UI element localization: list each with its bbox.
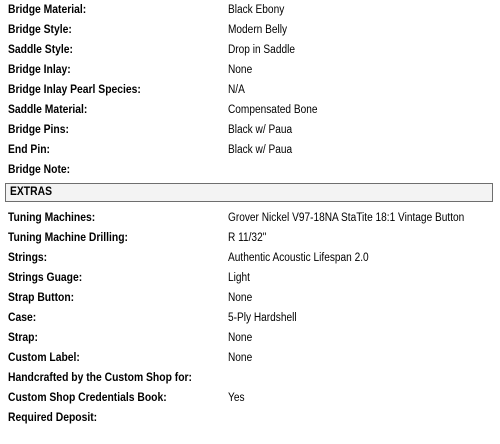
spec-row-strap-button xyxy=(0,288,500,308)
spec-value: None xyxy=(228,292,253,304)
spec-row-case xyxy=(0,308,500,328)
spec-value: Authentic Acoustic Lifespan 2.0 xyxy=(228,252,369,264)
spec-label: Bridge Material: xyxy=(8,4,87,16)
spec-row-tuning-machines xyxy=(0,208,500,228)
bridge-section xyxy=(0,0,500,180)
spec-row-handcrafted-for xyxy=(0,368,500,388)
spec-row-end-pin xyxy=(0,140,500,160)
spec-value: Black Ebony xyxy=(228,4,285,16)
spec-row-credentials-book xyxy=(0,388,500,408)
extras-section xyxy=(0,208,500,428)
spec-row-strings xyxy=(0,248,500,268)
spec-label: Case: xyxy=(8,312,37,324)
spec-row-required-deposit xyxy=(0,408,500,428)
spec-label: Handcrafted by the Custom Shop for: xyxy=(8,372,193,384)
spec-label: Saddle Material: xyxy=(8,104,88,116)
spec-row-bridge-pins xyxy=(0,120,500,140)
spec-value: Black w/ Paua xyxy=(228,144,293,156)
extras-section-header xyxy=(5,183,493,202)
spec-label: Bridge Note: xyxy=(8,164,71,176)
spec-value: Drop in Saddle xyxy=(228,44,295,56)
spec-value: None xyxy=(228,332,253,344)
spec-value: Yes xyxy=(228,392,245,404)
spec-value: None xyxy=(228,352,253,364)
spec-label: Bridge Inlay: xyxy=(8,64,71,76)
spec-value: 5-Ply Hardshell xyxy=(228,312,297,324)
spec-row-bridge-style xyxy=(0,20,500,40)
spec-row-bridge-note xyxy=(0,160,500,180)
spec-row-saddle-material xyxy=(0,100,500,120)
spec-row-custom-label xyxy=(0,348,500,368)
spec-row-bridge-inlay-pearl-species xyxy=(0,80,500,100)
spec-row-strings-gauge xyxy=(0,268,500,288)
spec-label: Strings: xyxy=(8,252,48,264)
spec-label: Bridge Style: xyxy=(8,24,72,36)
spec-row-bridge-inlay xyxy=(0,60,500,80)
spec-label: Tuning Machine Drilling: xyxy=(8,232,128,244)
spec-value: None xyxy=(228,64,253,76)
spec-label: Required Deposit: xyxy=(8,412,98,424)
spec-value: N/A xyxy=(228,84,245,96)
spec-value: Modern Belly xyxy=(228,24,288,36)
spec-row-tuning-machine-drilling xyxy=(0,228,500,248)
spec-value: Grover Nickel V97-18NA StaTite 18:1 Vintage Button xyxy=(228,212,465,224)
spec-value: R 11/32" xyxy=(228,232,267,244)
spec-label: Saddle Style: xyxy=(8,44,73,56)
spec-value: Compensated Bone xyxy=(228,104,318,116)
spec-label: Strap: xyxy=(8,332,38,344)
spec-row-saddle-style xyxy=(0,40,500,60)
spec-value: Black w/ Paua xyxy=(228,124,293,136)
section-title: EXTRAS xyxy=(10,186,52,198)
spec-row-strap xyxy=(0,328,500,348)
spec-label: Strings Guage: xyxy=(8,272,83,284)
spec-label: Bridge Inlay Pearl Species: xyxy=(8,84,141,96)
spec-label: Custom Shop Credentials Book: xyxy=(8,392,167,404)
spec-label: Tuning Machines: xyxy=(8,212,96,224)
spec-label: Bridge Pins: xyxy=(8,124,69,136)
spec-value: Light xyxy=(228,272,250,284)
spec-label: End Pin: xyxy=(8,144,50,156)
spec-label: Custom Label: xyxy=(8,352,80,364)
spec-row-bridge-material xyxy=(0,0,500,20)
spec-label: Strap Button: xyxy=(8,292,75,304)
